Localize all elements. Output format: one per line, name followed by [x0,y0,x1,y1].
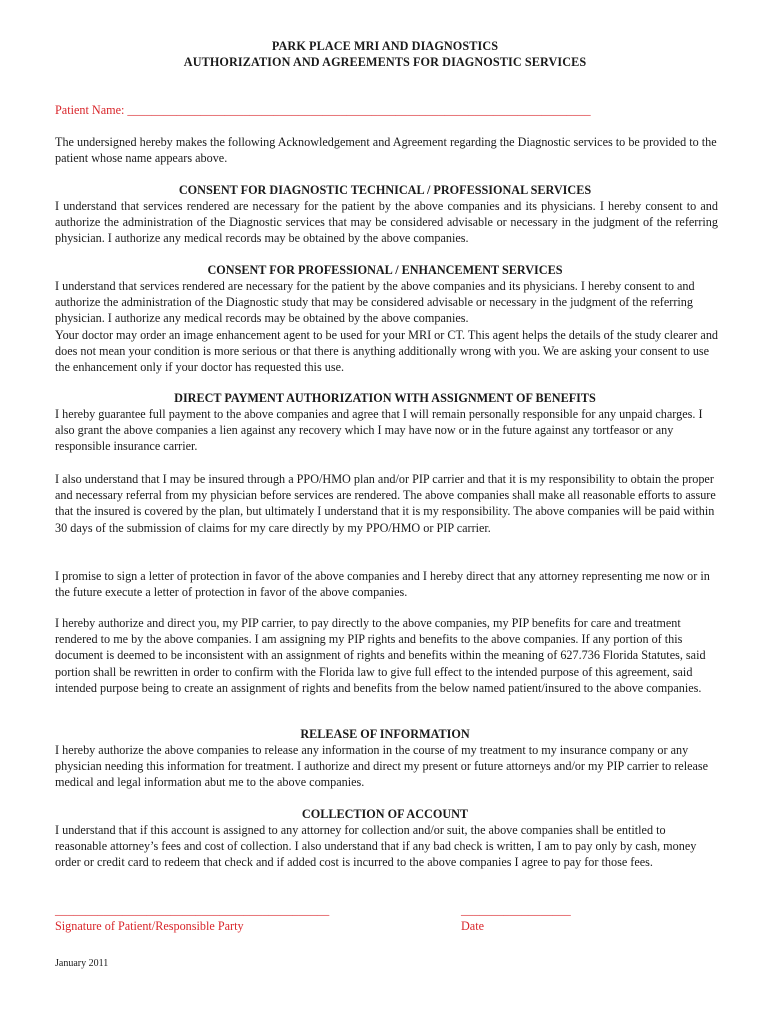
heading-consent-enhancement: CONSENT FOR PROFESSIONAL / ENHANCEMENT SERVICES [207,263,563,277]
signature-field[interactable]: _____________________________________________ [55,903,330,917]
direct-payment-p2: I also understand that I may be insured through a PPO/HMO plan and/or PIP carrier and that it is my responsibility to obtain the proper and necessary referral from my physician before services are rendered. The above companies shall make all reasonable efforts to assure that the insured is covered by the plan, but ultimately I understand that it is my responsibility. The above companies will be paid within 30 days of the submission of claims for my care directly by my PPO/HMO or PIP carrier. [55,472,716,535]
intro-paragraph: The undersigned hereby makes the following Acknowledgement and Agreement regarding the Diagnostic services to be provided to the patient whose name appears above. [55,135,717,166]
collection-body: I understand that if this account is assigned to any attorney for collection and/or suit, the above companies shall be entitled to reasonable attorney’s fees and cost of collection. I also understand that if any bad check is written, I am to pay only by cash, money order or credit card to redeem that check and if added cost is incurred to the above companies I agree to pay for those fees. [55,823,697,870]
date-field[interactable]: __________________ [461,903,571,917]
heading-direct-payment: DIRECT PAYMENT AUTHORIZATION WITH ASSIGNMENT OF BENEFITS [174,391,596,405]
company-name: PARK PLACE MRI AND DIAGNOSTICS [271,39,499,53]
direct-payment-p1: I hereby guarantee full payment to the above companies and agree that I will remain personally responsible for any unpaid charges. I also grant the above companies a lien against any recovery which I may have now or in the future against any tortfeasor or any responsible insurance carrier. [55,407,703,454]
direct-payment-p3: I promise to sign a letter of protection in favor of the above companies and I hereby direct that any attorney representing me now or in the future execute a letter of protection in favor of the above companies. [55,569,710,600]
heading-release: RELEASE OF INFORMATION [300,727,470,741]
direct-payment-p4: I hereby authorize and direct you, my PIP carrier, to pay directly to the above companies, my PIP benefits for care and treatment rendered to me by the above companies. I am assigning my PIP rights and benefits to the above companies. If any portion of this document is deemed to be inconsistent with an assignment of rights and benefits within the meaning of 627.736 Florida Statutes, said portion shall be rewritten in order to confirm with the Florida law to give full effect to the intended purpose of this agreement, said intended purpose being to create an assignment of rights and benefits from the below named patient/insured to the above companies. [55,616,706,695]
revision-date: January 2011 [55,958,109,969]
date-label: Date [461,919,485,933]
signature-label: Signature of Patient/Responsible Party [55,919,244,933]
form-title: AUTHORIZATION AND AGREEMENTS FOR DIAGNOSTIC SERVICES [183,55,587,69]
consent-enhancement-body-2: Your doctor may order an image enhancement agent to be used for your MRI or CT. This agent helps the details of the study clearer and does not mean your condition is more serious or that there is anything additionally wrong with you. We are asking your consent to use the enhancement only if your doctor has requested this use. [55,328,719,375]
document-title [0,38,770,70]
consent-enhancement-body-1: I understand that services rendered are necessary for the patient by the above companies and its physicians. I hereby consent to and authorize the administration of the Diagnostic study that may be considered advisable or necessary in the judgment of the referring physician. I authorize any medical records may be obtained by the above companies. [55,279,695,326]
heading-collection: COLLECTION OF ACCOUNT [301,807,469,821]
patient-name-field[interactable]: Patient Name: ____________________________________________________________________________ [55,103,591,117]
release-body: I hereby authorize the above companies to release any information in the course of my treatment to my insurance company or any physician needing this information for treatment. I authorize and direct my present or future attorneys and/or my PIP carrier to release medical and legal information abut me to the above companies. [55,743,709,790]
consent-technical-body: I understand that services rendered are necessary for the patient by the above companies and its physicians. I hereby consent to and authorize the administration of the Diagnostic services that may be considered advisable or necessary in the judgment of the referring physician. I authorize any medical records may be obtained by the above companies. [55,199,718,246]
heading-consent-technical: CONSENT FOR DIAGNOSTIC TECHNICAL / PROFESSIONAL SERVICES [178,183,592,197]
